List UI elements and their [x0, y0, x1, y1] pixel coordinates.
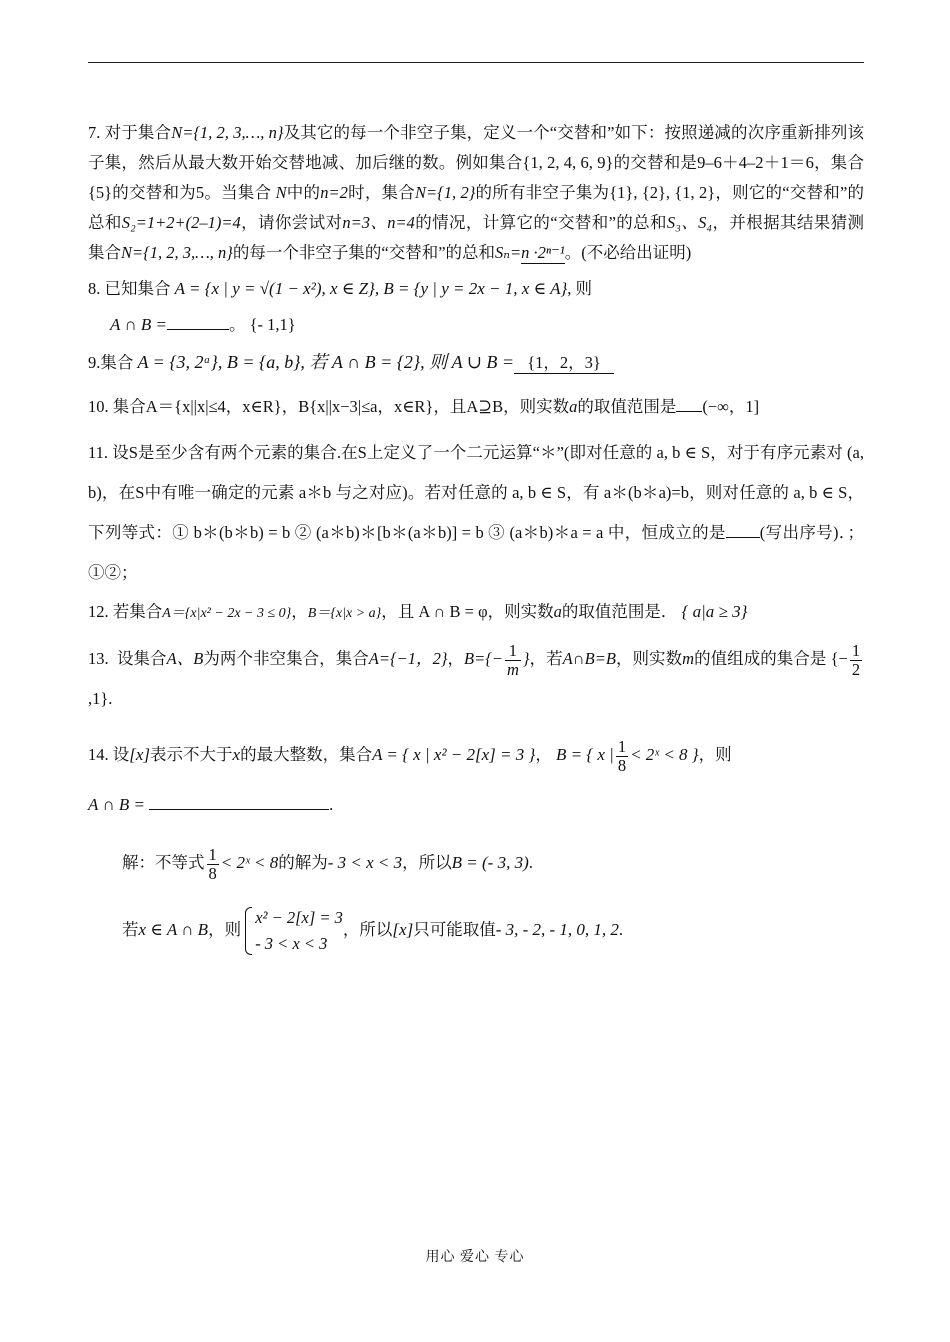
answer-10: (−∞，1]	[702, 397, 760, 416]
question-12: 12. 若集合A＝{x|x² − 2x − 3 ≤ 0}，B＝{x|x > a}，且 A ∩ B = φ，则实数a的取值范围是． { a|a ≥ 3}	[88, 602, 748, 621]
question-11: 11. 设S是至少含有两个元素的集合.在S上定义了一个二元运算“＊”(即对任意的 a, b ∈ S，对于有序元素对 (a, b)，在S中有唯一确定的元素 a＊b 与之对应)。若对任意的 a, b ∈ S，有 a＊(b＊a)=b，则对任意的 a, b ∈ S，下列等式：① b＊(b＊b) = b ② (a＊b)＊[b＊(a＊b)] = b ③ (a＊b)＊a = a 中，恒成立的是 (写出序号)．；①②；	[88, 443, 865, 582]
equation-system: x² − 2[x] = 3 - 3 < x < 3	[245, 905, 343, 957]
answer-13: {− $\frac{1}{2}$ ,1}	[88, 640, 861, 708]
question-14-answer-line: A ∩ B = .	[88, 795, 334, 814]
solution-line-1: 解：不等式 $\frac{1}{8}$ < 2ˣ < 8的解为- 3 < x < 3，所以B = (- 3, 3).	[122, 844, 533, 883]
answer-blank-8	[167, 329, 229, 330]
answer-12: { a|a ≥ 3}	[681, 602, 748, 621]
question-8-answer-line: A ∩ B = 。 {- 1,1}	[110, 315, 296, 334]
fraction-1-over-8: $\frac{1}{8}$	[617, 736, 627, 775]
answer-7: n ·2ⁿ⁻¹	[521, 243, 565, 262]
answer-blank-14	[149, 809, 329, 810]
question-number: 13.	[88, 649, 109, 668]
question-13: 13. 设集合A、B为两个非空集合，集合A={−1，2}，B={− $\frac{1}{m}$ }，若A∩B=B，则实数m的值组成的集合是 {− $\frac{1}{2}$ ,1}.	[88, 639, 864, 719]
question-number: 14.	[88, 745, 109, 764]
question-number: 8.	[88, 279, 101, 298]
question-14: 14. 设[x]表示不大于x的最大整数，集合A = { x | x² − 2[x] = 3 }， B = { x | $\frac{1}{8}$ < 2ˣ < 8 }，则	[88, 736, 732, 775]
answer-9: {1，2，3}	[514, 353, 614, 374]
fraction-1-over-m: $\frac{1}{m}$	[506, 640, 519, 679]
set-b-expr: , B = {y | y = 2x − 1, x ∈ A}	[374, 279, 568, 298]
question-number: 9.	[88, 353, 101, 372]
question-number: 7.	[88, 123, 101, 142]
set-a-expr: A = {x | y = √(1 − x²), x ∈ Z}	[174, 279, 375, 298]
page-footer: 用心 爱心 专心	[425, 1250, 525, 1265]
header-rule	[88, 62, 864, 63]
question-8: 8. 已知集合 A = {x | y = √(1 − x²), x ∈ Z}, B = {y | y = 2x − 1, x ∈ A}, 则	[88, 279, 593, 298]
answer-blank-10	[676, 411, 702, 412]
question-number: 12.	[88, 602, 109, 621]
answer-blank-11	[726, 537, 760, 538]
question-number: 10.	[88, 397, 109, 416]
answer-8: {- 1,1}	[249, 315, 296, 334]
question-9: 9.集合 A = {3, 2ᵃ}, B = {a, b}, 若 A ∩ B = {2}, 则 A ∪ B = {1，2，3}	[88, 344, 864, 381]
question-number: 11.	[88, 443, 109, 462]
question-7: 7. 对于集合N={1, 2, 3,…, n}及其它的每一个非空子集，定义一个“交替和”如下：按照递减的次序重新排列该子集，然后从最大数开始交替地减、加后继的数。例如集合{1, 2, 4, 6, 9}的交替和是9–6＋4–2＋1＝6，集合{5}的交替和为5。当集合 N中的n=2时，集合N={1, 2}的所有非空子集为{1}, {2}, {1, 2}，则它的“交替和”的总和S₂=1+2+(2–1)=4，请你尝试对n=3、n=4的情况，计算它的“交替和”的总和S₃、S₄，并根据其结果猜测集合N={1, 2, 3,…, n}的每一个非空子集的“交替和”的总和Sₙ=n ·2ⁿ⁻¹。(不必给出证明)	[88, 123, 865, 262]
solution-line-2: 若x ∈ A ∩ B，则 x² − 2[x] = 3 - 3 < x < 3 ，所以[x]只可能取值- 3, - 2, - 1, 0, 1, 2.	[88, 905, 864, 957]
question-10: 10. 集合A＝{x||x|≤4，x∈R}，B{x||x−3|≤a，x∈R}，且A⊇B，则实数a的取值范围是 (−∞，1]	[88, 397, 760, 416]
answer-11: ①②；	[88, 563, 138, 582]
document-body	[88, 118, 864, 957]
